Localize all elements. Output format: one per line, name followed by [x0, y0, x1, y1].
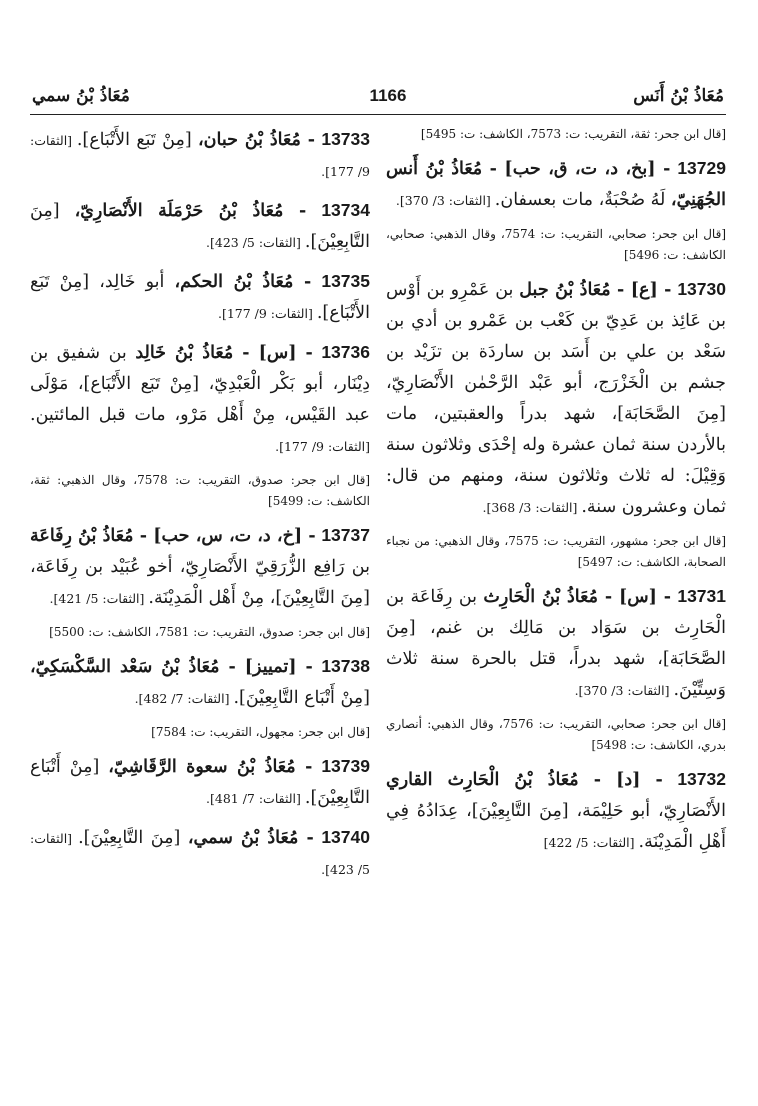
entry-number: 13735: [321, 271, 371, 291]
entry-number: 13729: [677, 158, 726, 178]
entry-body: بن رَافِع الزُّرَقِيّ الأَنْصَارِيّ، أخو عُبَيْد بن رِفَاعَة، [مِنَ التَّابِعِيْنَ]، مِنْ أَهْل الْمَدِيْنَة.: [30, 557, 370, 608]
entry-reference: [الثقات: 5/ 421].: [49, 591, 149, 606]
entry-reference: [الثقات: 3/ 368].: [482, 500, 582, 515]
biography-entry: [30, 751, 370, 814]
entry-body: [مِنْ أَتْبَاع التَّابِعِيْنَ].: [233, 688, 370, 708]
biography-entry: [30, 651, 370, 714]
biography-entry: [386, 274, 726, 523]
entry-name: - [خ، د، ت، س، حب] - مُعَاذُ بْنُ رِفَاعَة: [30, 526, 316, 546]
entry-number: 13734: [321, 200, 370, 220]
right-column: [386, 124, 726, 866]
entry-reference: [الثقات: 9/ 177].: [30, 133, 370, 179]
entry-reference: [الثقات: 9/ 177].: [217, 306, 317, 321]
entry-name: - مُعَاذُ بْنُ سعوة الرَّقَاشِيّ،: [108, 757, 313, 777]
entry-reference: [الثقات: 5/ 423].: [30, 831, 370, 877]
entry-body: [مِنَ التَّابِعِيْنَ].: [30, 201, 370, 252]
entry-name: - [س] - مُعَاذُ بْنُ خَالِد: [135, 343, 313, 363]
entry-body: لَهُ صُحْبَةٌ، مات بعسفان.: [494, 190, 671, 210]
entry-name: - [تمييز] - مُعَاذُ بْنُ سَعْد السَّكْسَكِيّ،: [30, 657, 313, 677]
source-note: [قال ابن جحر: مجهول، التقريب: ت: 7584]: [151, 725, 370, 739]
source-note: [قال ابن جحر: صدوق، التقريب: ت: 7581، الكاشف: ت: 5500]: [49, 625, 370, 639]
source-note: [قال ابن جحر: صدوق، التقريب: ت: 7578، وقال الذهبي: ثقة، الكاشف: ت: 5499]: [30, 473, 370, 508]
entry-reference: [الثقات: 5/ 422]: [543, 835, 639, 850]
source-note: [قال ابن جحر: ثقة، التقريب: ت: 7573، الكاشف: ت: 5495]: [420, 127, 726, 141]
entry-number: 13730: [677, 279, 726, 299]
entry-name: - [ع] - مُعَاذُ بْنُ جبل: [519, 280, 672, 300]
biography-entry: [30, 822, 370, 885]
entry-body: أبو خَالِد، [مِنْ تَبَع الأَتْبَاع].: [30, 272, 370, 323]
entry-body: بن رِفَاعَة بن الْحَارِث بن سَوَاد بن مَالِك بن غنم، [مِنَ الصَّحَابَة]، شهد بدراً، قتل بالحرة سنة ثلاث وَسِتِّيْنَ.: [386, 587, 726, 700]
entry-reference: [الثقات: 3/ 370].: [395, 193, 495, 208]
entry-name: - مُعَاذُ بْنُ حَرْمَلَة الأَنْصَارِيّ،: [74, 201, 307, 221]
entry-body: [مِنَ التَّابِعِيْنَ].: [78, 828, 188, 848]
page-number: 1166: [369, 86, 407, 105]
biography-entry: [30, 266, 370, 329]
source-note: [قال ابن جحر: صحابي، التقريب: ت: 7576، وقال الذهبي: أنصاري بدري، الكاشف: ت: 5498]: [386, 717, 726, 752]
entry-name: - مُعَاذُ بْنُ الحكم،: [174, 272, 312, 292]
entry-number: 13737: [321, 525, 370, 545]
entry-name: - [د] - مُعَاذُ بْنُ الْحَارِث القاري: [386, 770, 663, 790]
source-note: [قال ابن جحر: صحابي، التقريب: ت: 7574، وقال الذهبي: صحابي، الكاشف: ت: 5496]: [386, 227, 726, 262]
page-header: [32, 86, 724, 112]
running-title-left: مُعَاذُ بْنُ سمي: [32, 86, 130, 106]
entry-reference: [الثقات: 9/ 177].: [275, 439, 370, 454]
left-column: [30, 124, 370, 893]
header-rule: [30, 114, 726, 115]
source-note: [قال ابن جحر: مشهور، التقريب: ت: 7575، وقال الذهبي: من نجباء الصحابة، الكاشف: ت: 5497]: [386, 534, 727, 569]
biography-entry: [386, 764, 726, 858]
entry-name: - [س] - مُعَاذُ بْنُ الْحَارِث: [483, 587, 671, 607]
entry-number: 13738: [321, 656, 370, 676]
entry-number: 13739: [321, 756, 370, 776]
biography-entry: [30, 520, 370, 614]
entry-number: 13740: [321, 827, 370, 847]
entry-name: - مُعَاذُ بْنُ سمي،: [187, 828, 314, 848]
biography-entry: [30, 195, 370, 258]
entry-body: بن شفيق بن دِيْنَار، أبو بَكْر الْعَبْدِيّ، [مِنْ تَبَع الأَتْبَاع]، مَوْلَى عبد القَيْس، مِنْ أَهْل مَرْو، مات قبل المائتين.: [30, 343, 370, 425]
entry-reference: [الثقات: 3/ 370].: [574, 683, 674, 698]
biography-entry: [30, 337, 370, 462]
biography-entry: [386, 153, 726, 216]
entry-body: بن عَمْرِو بن أَوْس بن عَائِذ بن عَدِيّ بن كَعْب بن عَمْرو بن أدي بن سَعْد بن علي بن أَسَد بن ساردَة بن تزَيْد بن جشم بن الْخَزْرَج، أبو عَبْد الرَّحْمٰن الأَنْصَارِيّ، [مِنَ الصَّحَابَة]، شهد بدراً والعقبتين، مات بالأردن سنة ثمان عشرة وله إحْدَى وثلاثون سنة وَقِيْلَ: له ثلاث وثلاثون سنة، ومنهم من قال: ثمان وعشرون سنة.: [386, 280, 726, 517]
entry-number: 13732: [677, 769, 726, 789]
entry-reference: [الثقات: 5/ 423].: [206, 235, 305, 250]
entry-name: - [بخ، د، ت، ق، حب] - مُعَاذُ بْنُ أَنس الجُهَنِيّ،: [386, 159, 726, 210]
entry-name: - مُعَاذُ بْنُ حبان،: [198, 130, 315, 150]
biography-entry: [30, 124, 370, 187]
entry-number: 13733: [321, 129, 371, 149]
entry-number: 13731: [677, 586, 727, 606]
entry-reference: [الثقات: 7/ 481].: [206, 791, 305, 806]
running-title-right: مُعَاذُ بْنُ أَنَس: [633, 86, 724, 106]
entry-body: [مِنْ تَبَع الأَتْبَاع].: [76, 130, 199, 150]
entry-body: [مِنْ أَتْبَاع التَّابِعِيْنَ].: [30, 757, 370, 808]
entry-reference: [الثقات: 7/ 482].: [134, 691, 234, 706]
entry-number: 13736: [321, 342, 370, 362]
entry-body: الأَنْصَارِيّ، أبو حَلِيْمَة، [مِنَ التَّابِعِيْنَ]، عِدَادُهُ فِي أَهْلِ الْمَدِيْنَة.: [386, 801, 726, 852]
biography-entry: [386, 581, 726, 706]
